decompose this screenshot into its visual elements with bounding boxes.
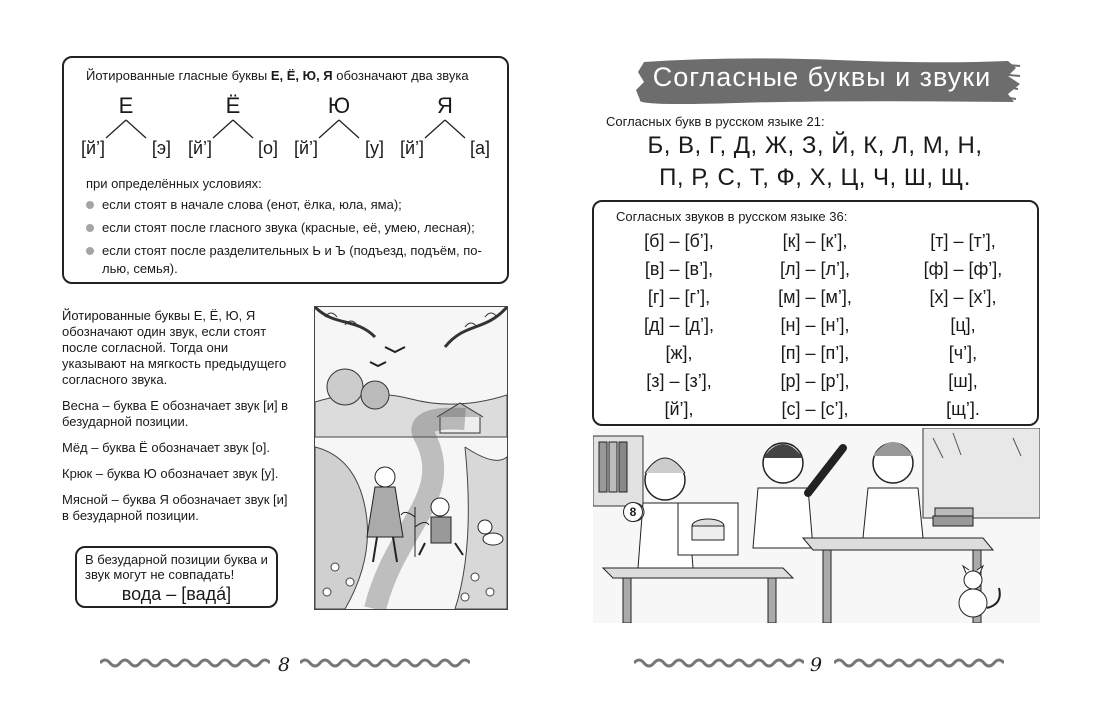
classroom-illustration [593,428,1040,623]
split-lines [415,118,475,140]
spring-garden-illustration [314,306,508,610]
split-lines [309,118,369,140]
sound-2: [э] [151,138,171,158]
vowel-letter: Я [437,93,453,118]
consonant-sound: [п] – [п’], [780,343,850,363]
consonant-sound: [н] – [н’], [780,315,850,335]
sound-2: [у] [364,138,384,158]
unstressed-note-box [75,546,278,608]
consonant-sound: [д] – [д’], [643,315,715,335]
wavy-divider [100,656,270,670]
bullet-item: если стоят после разделительных Ь и Ъ (подъезд, подъём, по-лью, семья). [86,242,506,278]
paragraph: Мёд – буква Ё обозначает звук [о]. [62,440,270,455]
consonant-sounds-box [592,200,1039,426]
wavy-divider [300,656,470,670]
bullet-dot [86,224,94,232]
split-lines [96,118,156,140]
yotated-vowels-title: Йотированные гласные буквы Е, Ё, Ю, Я обозначают два звука [86,68,469,83]
vowel-letter: Е [118,93,134,118]
vowel-yu [294,94,384,159]
consonant-sound: [х] – [х’], [929,287,997,307]
letters-line: Б, В, Г, Д, Ж, З, Й, К, Л, М, Н, [647,132,983,159]
consonant-sound: [к] – [к’], [782,231,848,251]
consonant-sound: [л] – [л’], [779,259,851,279]
consonant-sound: [ч’], [948,343,978,363]
desk-number-badge: 8 [623,502,643,522]
consonant-sound: [ж], [665,343,693,363]
title-banner [636,56,1020,104]
consonant-sound: [б] – [б’], [644,231,714,251]
paragraph: Мясной – буква Я обозначает звук [и] в безударной позиции. [62,492,288,523]
consonant-sound: [ф] – [ф’], [923,259,1003,279]
bullet-item: если стоят после гласного звука (красные, её, умею, лесная); [86,219,506,237]
consonant-sound: [й’], [664,399,694,419]
sound-1: [й’] [294,138,319,158]
conditions-title: при определённых условиях: [86,176,262,191]
consonant-sounds-title: Согласных звуков в русском языке 36: [616,209,848,224]
consonant-sound: [в] – [в’], [644,259,714,279]
sound-1: [й’] [188,138,213,158]
consonant-sound: [р] – [р’], [780,371,850,391]
letters-line: П, Р, С, Т, Ф, Х, Ц, Ч, Ш, Щ. [659,164,971,191]
consonant-sound: [т] – [т’], [930,231,996,251]
left-explanation-text [62,308,294,534]
vowel-ya [400,94,490,159]
consonant-sound: [с] – [с’], [781,399,849,419]
sound-2: [о] [257,138,278,158]
sound-1: [й’] [400,138,425,158]
paragraph: Йотированные буквы Е, Ё, Ю, Я обозначают один звук, если стоят после согласной. Тогда они указывают на мягкость предыдущего согласного звука. [62,308,287,387]
note-example: вода – [вадá] [121,584,232,604]
note-text: В безударной позиции буква и звук могут не совпадать! [85,552,268,582]
vowel-letter: Ю [327,93,351,118]
consonant-sound: [г] – [г’], [647,287,711,307]
consonant-sound: [ш], [948,371,978,391]
page-title: Согласные буквы и звуки [652,62,992,92]
vowel-e [81,94,171,159]
sound-1: [й’] [81,138,106,158]
paragraph: Весна – буква Е обозначает звук [и] в безударной позиции. [62,398,289,429]
wavy-divider [834,656,1004,670]
page-number: 9 [810,654,823,676]
bullet-item: если стоят в начале слова (енот, ёлка, юла, яма); [86,196,506,214]
yotated-vowels-box [62,56,509,284]
bullet-dot [86,201,94,209]
consonant-letters-list [600,130,1030,194]
consonant-letters-count: Согласных букв в русском языке 21: [606,114,825,129]
bullet-dot [86,247,94,255]
consonant-sound: [м] – [м’], [778,287,852,307]
wavy-divider [634,656,804,670]
split-lines [203,118,263,140]
consonant-sound: [ц], [950,315,976,335]
page-number: 8 [278,654,291,676]
paragraph: Крюк – буква Ю обозначает звук [у]. [62,466,279,481]
sound-2: [а] [469,138,490,158]
consonant-sound: [щ’]. [946,399,980,419]
vowel-letter: Ё [225,93,241,118]
consonant-sound: [з] – [з’], [646,371,712,391]
vowel-yo [188,94,278,159]
